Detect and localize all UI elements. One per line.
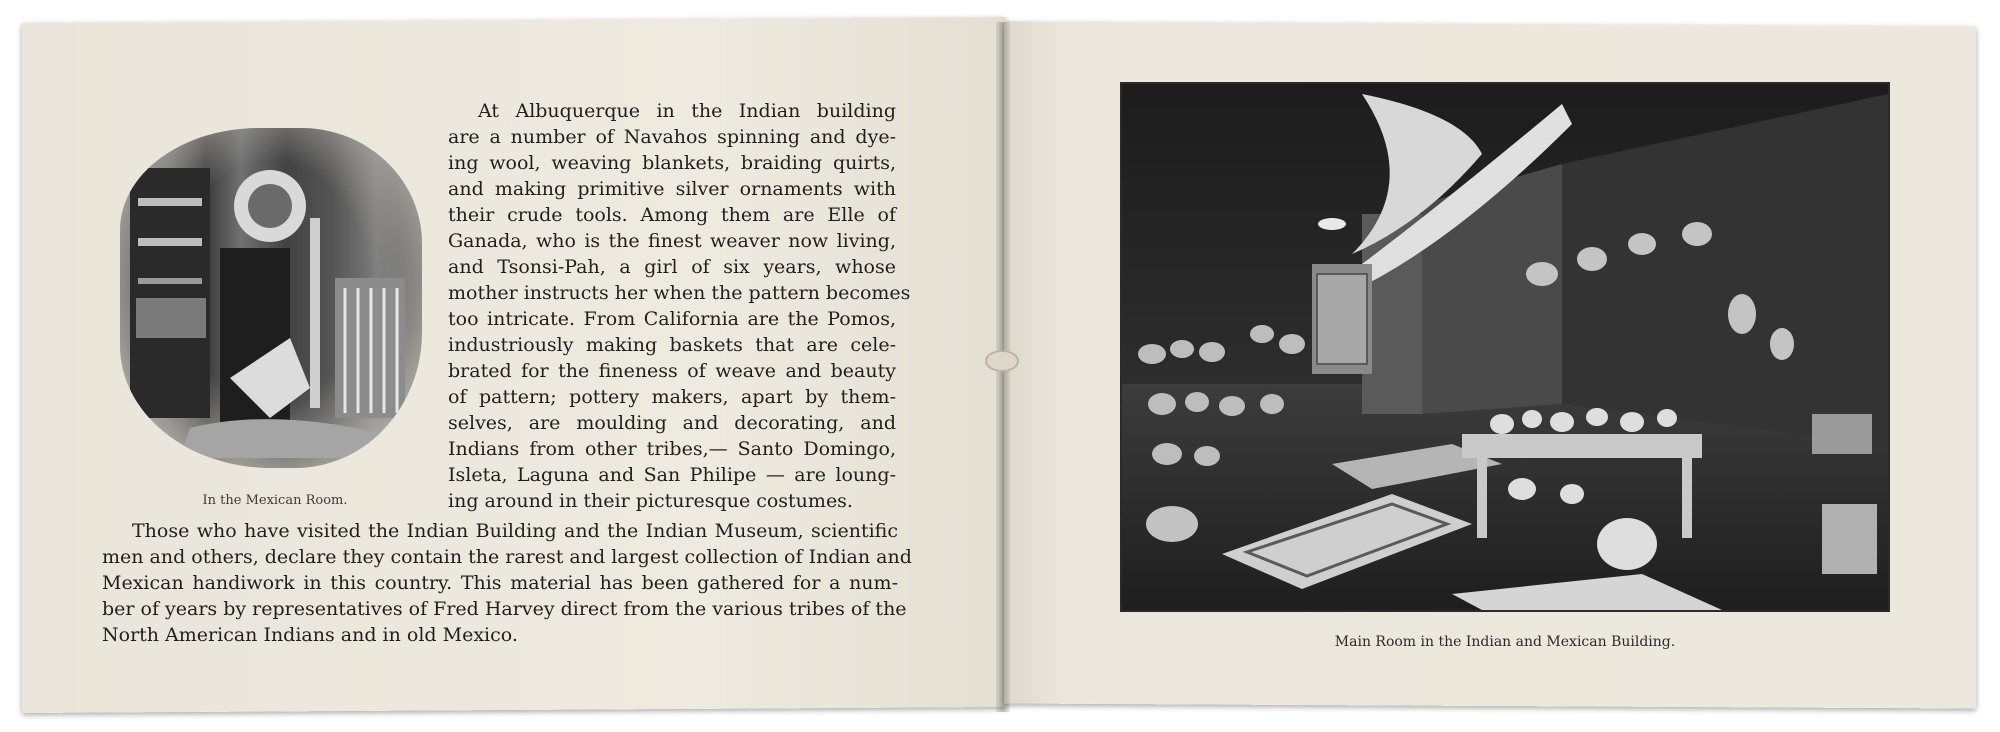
paragraph-collection	[102, 518, 912, 648]
text-line: North American Indians and in old Mexico.	[102, 624, 518, 646]
text-line: ing around in their picturesque costumes.	[448, 490, 853, 512]
main-room-photo	[1120, 82, 1890, 612]
text-line: and making primitive silver ornaments with	[448, 178, 896, 200]
text-line: Ganada, who is the finest weaver now living,	[448, 230, 896, 252]
text-line: selves, are moulding and decorating, and	[448, 412, 896, 434]
left-photo-caption: In the Mexican Room.	[202, 493, 348, 508]
text-line: Isleta, Laguna and San Philipe — are loung-	[448, 464, 896, 486]
binding-staple	[985, 350, 1019, 372]
paragraph-navahos	[448, 98, 911, 514]
main-room-illustration	[1122, 84, 1888, 610]
text-line: Mexican handiwork in this country. This material has been gathered for a num-	[102, 572, 898, 594]
text-line: industriously making baskets that are cele-	[448, 334, 896, 356]
mexican-room-photo	[120, 128, 422, 468]
text-line: of pattern; pottery makers, apart by them-	[448, 386, 896, 408]
text-line: ing wool, weaving blankets, braiding quirts,	[448, 152, 896, 174]
text-line: At Albuquerque in the Indian building	[478, 100, 896, 122]
text-line: brated for the fineness of weave and beauty	[448, 360, 896, 382]
mexican-room-illustration	[120, 128, 422, 468]
text-line: and Tsonsi-Pah, a girl of six years, whose	[448, 256, 896, 278]
text-line: men and others, declare they contain the rarest and largest collection of Indian and	[102, 546, 912, 568]
text-line: their crude tools. Among them are Elle of	[448, 204, 896, 226]
text-line: Those who have visited the Indian Building and the Indian Museum, scientific	[132, 520, 898, 542]
text-line: ber of years by representatives of Fred Harvey direct from the various tribes of the	[102, 598, 907, 620]
text-line: Indians from other tribes,— Santo Domingo,	[448, 438, 896, 460]
text-line: too intricate. From California are the Pomos,	[448, 308, 896, 330]
right-photo-caption: Main Room in the Indian and Mexican Building.	[1334, 634, 1676, 650]
text-line: are a number of Navahos spinning and dye-	[448, 126, 896, 148]
text-line: mother instructs her when the pattern becomes	[448, 282, 911, 304]
